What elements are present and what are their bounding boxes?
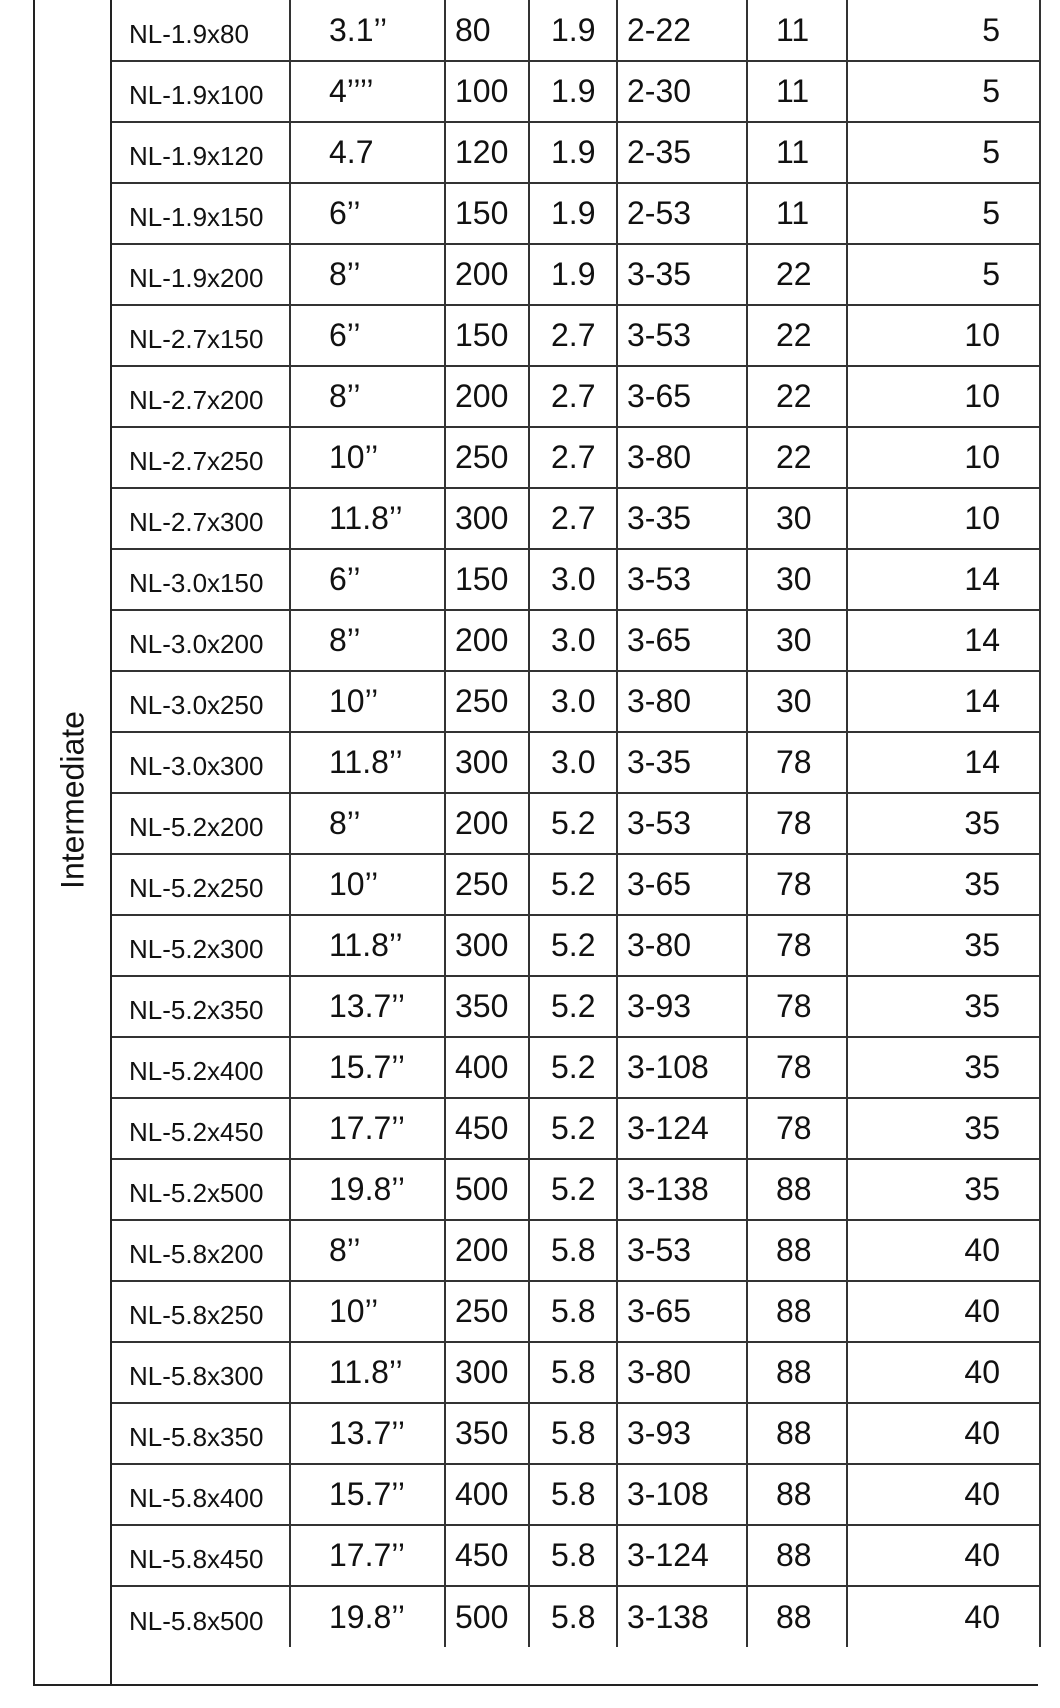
table-row (112, 0, 1040, 61)
range-cell: 3-35 (617, 488, 747, 549)
length-mm-cell: 200 (445, 1220, 529, 1281)
pack-cell: 5 (847, 122, 1040, 183)
range-cell: 3-108 (617, 1037, 747, 1098)
load-cell: 88 (747, 1220, 847, 1281)
length-inch-cell: 19.8’’ (290, 1159, 445, 1220)
load-cell: 88 (747, 1159, 847, 1220)
range-cell: 3-53 (617, 305, 747, 366)
model-cell: NL-5.2x250 (112, 854, 290, 915)
diameter-cell: 3.0 (529, 671, 617, 732)
model-cell: NL-5.8x200 (112, 1220, 290, 1281)
length-mm-cell: 500 (445, 1159, 529, 1220)
range-cell: 3-138 (617, 1159, 747, 1220)
diameter-cell: 1.9 (529, 61, 617, 122)
table-row (112, 1037, 1040, 1098)
model-cell: NL-2.7x250 (112, 427, 290, 488)
table-row (112, 1342, 1040, 1403)
length-inch-cell: 4’’’’ (290, 61, 445, 122)
length-inch-cell: 3.1’’ (290, 0, 445, 61)
diameter-cell: 5.2 (529, 915, 617, 976)
load-cell: 22 (747, 305, 847, 366)
table-row (112, 488, 1040, 549)
range-cell: 2-53 (617, 183, 747, 244)
pack-cell: 35 (847, 1037, 1040, 1098)
diameter-cell: 1.9 (529, 122, 617, 183)
range-cell: 3-80 (617, 915, 747, 976)
pack-cell: 40 (847, 1281, 1040, 1342)
diameter-cell: 5.8 (529, 1220, 617, 1281)
model-cell: NL-5.8x300 (112, 1342, 290, 1403)
length-mm-cell: 200 (445, 366, 529, 427)
diameter-cell: 5.8 (529, 1586, 617, 1647)
pack-cell: 14 (847, 549, 1040, 610)
pack-cell: 40 (847, 1586, 1040, 1647)
length-mm-cell: 250 (445, 1281, 529, 1342)
pack-cell: 10 (847, 427, 1040, 488)
range-cell: 3-53 (617, 1220, 747, 1281)
load-cell: 78 (747, 732, 847, 793)
load-cell: 88 (747, 1281, 847, 1342)
table-row (112, 1159, 1040, 1220)
length-mm-cell: 350 (445, 976, 529, 1037)
load-cell: 78 (747, 915, 847, 976)
table-row (112, 854, 1040, 915)
length-inch-cell: 19.8’’ (290, 1586, 445, 1647)
model-cell: NL-5.2x400 (112, 1037, 290, 1098)
diameter-cell: 5.2 (529, 1159, 617, 1220)
pack-cell: 40 (847, 1403, 1040, 1464)
range-cell: 3-65 (617, 610, 747, 671)
model-cell: NL-5.2x450 (112, 1098, 290, 1159)
range-cell: 3-65 (617, 366, 747, 427)
diameter-cell: 5.8 (529, 1464, 617, 1525)
pack-cell: 5 (847, 61, 1040, 122)
pack-cell: 40 (847, 1342, 1040, 1403)
length-mm-cell: 100 (445, 61, 529, 122)
length-mm-cell: 80 (445, 0, 529, 61)
load-cell: 88 (747, 1586, 847, 1647)
load-cell: 11 (747, 61, 847, 122)
table-row (112, 1586, 1040, 1647)
pack-cell: 10 (847, 305, 1040, 366)
length-inch-cell: 10’’ (290, 427, 445, 488)
range-cell: 3-124 (617, 1098, 747, 1159)
length-mm-cell: 120 (445, 122, 529, 183)
table-row (112, 793, 1040, 854)
range-cell: 3-80 (617, 427, 747, 488)
pack-cell: 40 (847, 1464, 1040, 1525)
pack-cell: 40 (847, 1525, 1040, 1586)
diameter-cell: 5.8 (529, 1403, 617, 1464)
length-inch-cell: 17.7’’ (290, 1098, 445, 1159)
length-mm-cell: 350 (445, 1403, 529, 1464)
diameter-cell: 5.2 (529, 1098, 617, 1159)
diameter-cell: 5.8 (529, 1525, 617, 1586)
length-mm-cell: 500 (445, 1586, 529, 1647)
range-cell: 2-22 (617, 0, 747, 61)
length-inch-cell: 6’’ (290, 549, 445, 610)
diameter-cell: 5.2 (529, 854, 617, 915)
model-cell: NL-3.0x150 (112, 549, 290, 610)
pack-cell: 35 (847, 1098, 1040, 1159)
model-cell: NL-5.2x350 (112, 976, 290, 1037)
length-inch-cell: 4.7 (290, 122, 445, 183)
range-cell: 3-124 (617, 1525, 747, 1586)
length-mm-cell: 300 (445, 732, 529, 793)
range-cell: 3-108 (617, 1464, 747, 1525)
table-row (112, 1525, 1040, 1586)
load-cell: 30 (747, 488, 847, 549)
table-row (112, 610, 1040, 671)
length-inch-cell: 10’’ (290, 1281, 445, 1342)
length-inch-cell: 8’’ (290, 366, 445, 427)
table-row (112, 671, 1040, 732)
length-mm-cell: 300 (445, 915, 529, 976)
length-mm-cell: 400 (445, 1037, 529, 1098)
model-cell: NL-2.7x300 (112, 488, 290, 549)
model-cell: NL-3.0x200 (112, 610, 290, 671)
length-inch-cell: 8’’ (290, 793, 445, 854)
category-cell (35, 0, 112, 1684)
load-cell: 88 (747, 1525, 847, 1586)
table-row (112, 366, 1040, 427)
model-cell: NL-1.9x100 (112, 61, 290, 122)
table-row (112, 1220, 1040, 1281)
length-mm-cell: 300 (445, 488, 529, 549)
load-cell: 22 (747, 427, 847, 488)
diameter-cell: 3.0 (529, 610, 617, 671)
pack-cell: 5 (847, 0, 1040, 61)
diameter-cell: 5.8 (529, 1342, 617, 1403)
length-mm-cell: 200 (445, 244, 529, 305)
length-inch-cell: 10’’ (290, 854, 445, 915)
diameter-cell: 2.7 (529, 366, 617, 427)
range-cell: 3-93 (617, 1403, 747, 1464)
range-cell: 3-35 (617, 244, 747, 305)
load-cell: 22 (747, 244, 847, 305)
model-cell: NL-2.7x150 (112, 305, 290, 366)
diameter-cell: 1.9 (529, 0, 617, 61)
length-mm-cell: 200 (445, 610, 529, 671)
load-cell: 78 (747, 1098, 847, 1159)
length-inch-cell: 17.7’’ (290, 1525, 445, 1586)
load-cell: 30 (747, 610, 847, 671)
model-cell: NL-3.0x300 (112, 732, 290, 793)
model-cell: NL-5.8x400 (112, 1464, 290, 1525)
load-cell: 88 (747, 1342, 847, 1403)
length-mm-cell: 450 (445, 1525, 529, 1586)
model-cell: NL-2.7x200 (112, 366, 290, 427)
model-cell: NL-5.2x300 (112, 915, 290, 976)
length-mm-cell: 150 (445, 183, 529, 244)
range-cell: 3-65 (617, 1281, 747, 1342)
length-inch-cell: 8’’ (290, 1220, 445, 1281)
length-inch-cell: 8’’ (290, 244, 445, 305)
length-inch-cell: 10’’ (290, 671, 445, 732)
diameter-cell: 1.9 (529, 183, 617, 244)
load-cell: 78 (747, 1037, 847, 1098)
range-cell: 3-80 (617, 1342, 747, 1403)
length-inch-cell: 6’’ (290, 183, 445, 244)
pack-cell: 5 (847, 183, 1040, 244)
model-cell: NL-5.8x350 (112, 1403, 290, 1464)
model-cell: NL-5.8x500 (112, 1586, 290, 1647)
spec-sheet (33, 0, 1038, 1686)
range-cell: 3-35 (617, 732, 747, 793)
length-inch-cell: 11.8’’ (290, 915, 445, 976)
load-cell: 78 (747, 854, 847, 915)
table-row (112, 976, 1040, 1037)
diameter-cell: 1.9 (529, 244, 617, 305)
pack-cell: 35 (847, 915, 1040, 976)
diameter-cell: 2.7 (529, 305, 617, 366)
spec-table (112, 0, 1041, 1647)
model-cell: NL-1.9x150 (112, 183, 290, 244)
range-cell: 3-93 (617, 976, 747, 1037)
table-row (112, 61, 1040, 122)
range-cell: 3-138 (617, 1586, 747, 1647)
load-cell: 30 (747, 549, 847, 610)
pack-cell: 5 (847, 244, 1040, 305)
range-cell: 3-53 (617, 549, 747, 610)
table-row (112, 122, 1040, 183)
load-cell: 78 (747, 793, 847, 854)
table-row (112, 732, 1040, 793)
table-row (112, 1098, 1040, 1159)
length-inch-cell: 6’’ (290, 305, 445, 366)
length-mm-cell: 250 (445, 671, 529, 732)
range-cell: 2-35 (617, 122, 747, 183)
spec-table-body (112, 0, 1040, 1647)
table-row (112, 1403, 1040, 1464)
pack-cell: 40 (847, 1220, 1040, 1281)
length-mm-cell: 250 (445, 854, 529, 915)
table-row (112, 183, 1040, 244)
length-mm-cell: 150 (445, 305, 529, 366)
model-cell: NL-1.9x120 (112, 122, 290, 183)
model-cell: NL-5.8x450 (112, 1525, 290, 1586)
diameter-cell: 2.7 (529, 427, 617, 488)
length-inch-cell: 11.8’’ (290, 732, 445, 793)
pack-cell: 35 (847, 1159, 1040, 1220)
range-cell: 3-65 (617, 854, 747, 915)
diameter-cell: 5.2 (529, 1037, 617, 1098)
length-inch-cell: 13.7’’ (290, 1403, 445, 1464)
model-cell: NL-1.9x200 (112, 244, 290, 305)
table-row (112, 549, 1040, 610)
pack-cell: 10 (847, 366, 1040, 427)
load-cell: 11 (747, 122, 847, 183)
pack-cell: 14 (847, 671, 1040, 732)
table-row (112, 427, 1040, 488)
table-row (112, 305, 1040, 366)
pack-cell: 10 (847, 488, 1040, 549)
diameter-cell: 5.8 (529, 1281, 617, 1342)
length-mm-cell: 300 (445, 1342, 529, 1403)
load-cell: 11 (747, 0, 847, 61)
diameter-cell: 2.7 (529, 488, 617, 549)
pack-cell: 35 (847, 793, 1040, 854)
table-row (112, 244, 1040, 305)
model-cell: NL-5.2x200 (112, 793, 290, 854)
length-mm-cell: 200 (445, 793, 529, 854)
length-mm-cell: 450 (445, 1098, 529, 1159)
range-cell: 3-80 (617, 671, 747, 732)
load-cell: 22 (747, 366, 847, 427)
length-mm-cell: 250 (445, 427, 529, 488)
model-cell: NL-5.8x250 (112, 1281, 290, 1342)
length-mm-cell: 400 (445, 1464, 529, 1525)
load-cell: 11 (747, 183, 847, 244)
load-cell: 30 (747, 671, 847, 732)
diameter-cell: 5.2 (529, 976, 617, 1037)
load-cell: 88 (747, 1403, 847, 1464)
length-inch-cell: 8’’ (290, 610, 445, 671)
length-inch-cell: 11.8’’ (290, 488, 445, 549)
range-cell: 3-53 (617, 793, 747, 854)
table-row (112, 1281, 1040, 1342)
length-inch-cell: 15.7’’ (290, 1464, 445, 1525)
table-row (112, 1464, 1040, 1525)
pack-cell: 14 (847, 732, 1040, 793)
pack-cell: 14 (847, 610, 1040, 671)
pack-cell: 35 (847, 854, 1040, 915)
model-cell: NL-3.0x250 (112, 671, 290, 732)
model-cell: NL-5.2x500 (112, 1159, 290, 1220)
model-cell: NL-1.9x80 (112, 0, 290, 61)
pack-cell: 35 (847, 976, 1040, 1037)
length-inch-cell: 13.7’’ (290, 976, 445, 1037)
diameter-cell: 3.0 (529, 549, 617, 610)
length-inch-cell: 11.8’’ (290, 1342, 445, 1403)
load-cell: 88 (747, 1464, 847, 1525)
diameter-cell: 5.2 (529, 793, 617, 854)
range-cell: 2-30 (617, 61, 747, 122)
length-mm-cell: 150 (445, 549, 529, 610)
load-cell: 78 (747, 976, 847, 1037)
diameter-cell: 3.0 (529, 732, 617, 793)
table-row (112, 915, 1040, 976)
length-inch-cell: 15.7’’ (290, 1037, 445, 1098)
category-label: Intermediate (54, 711, 91, 889)
